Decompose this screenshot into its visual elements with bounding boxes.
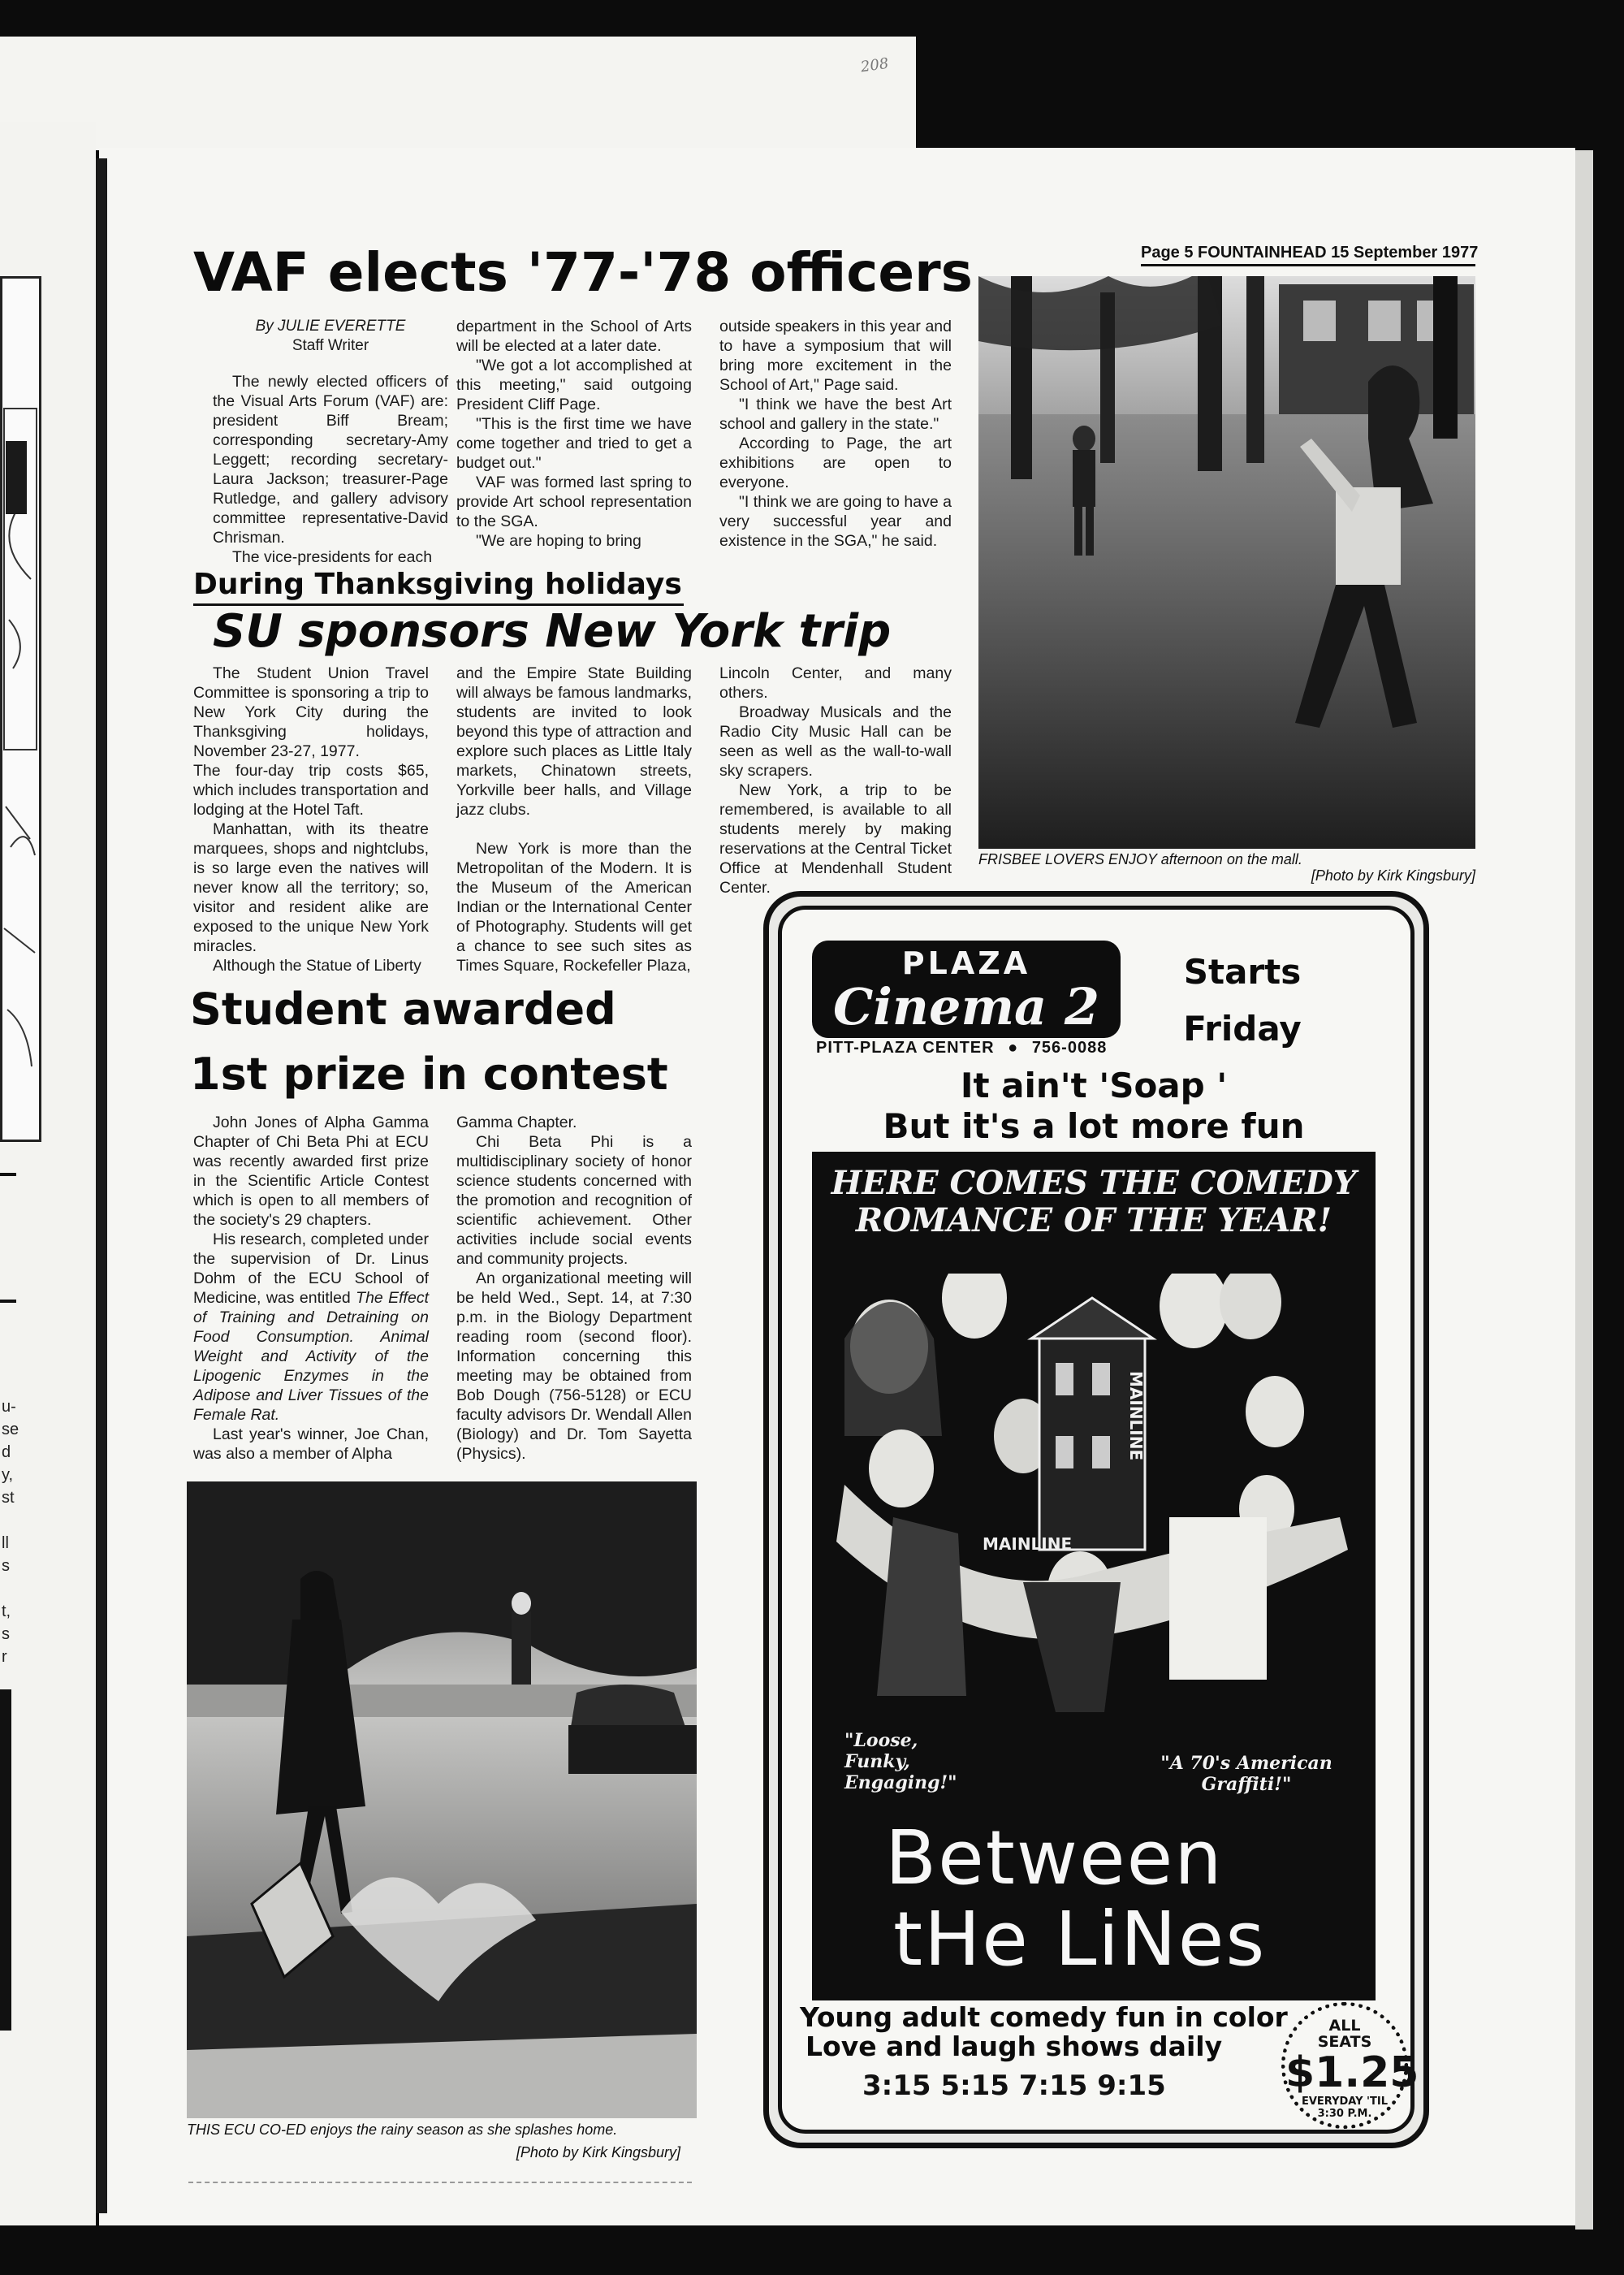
left-page-dark-block [0, 1689, 11, 2031]
ad-soap-line-1: It ain't 'Soap ' [960, 1066, 1228, 1105]
background-sheet [0, 37, 916, 150]
ad-showtimes: 3:15 5:15 7:15 9:15 [862, 2070, 1166, 2102]
movie-title-line-2: tHe LiNes [893, 1896, 1267, 1983]
award-column-2: Gamma Chapter. Chi Beta Phi is a multidisciplinary society of honor science students concerned with the promotion and recognition of scientific achievement. Other activities include social events and community projects. An organizational meeting will be held Wed., Sept. 14, at 7:30 p.m. in the Biology Department reading room (second floor). Information concerning this meeting may be obtained from Bob Dough (756-5128) or ECU faculty advisors Dr. Wendall Allen (Biology) and Dr. Tom Sayetta (Physics). [456, 1114, 692, 1463]
ad-friday: Friday [1183, 1009, 1302, 1049]
rain-caption: THIS ECU CO-ED enjoys the rainy season as she splashes home. [187, 2121, 618, 2138]
vaf-column-2: department in the School of Arts will be elected at a later date. "We got a lot accomplished at this meeting," said outgoing President Cliff Page. "This is the first time we have come together and tried to get a budget out." VAF was formed last spring to provide Art school representation to the SGA. "We are hoping to bring [456, 318, 692, 550]
rain-photo [187, 1481, 697, 2118]
vaf-column-1: By JULIE EVERETTE Staff Writer The newly elected officers of the Visual Arts Forum (VAF) are: president Biff Bream; corresponding secretary-Amy Leggett; recording secretary-Laura Jackson; treasurer-Page Rutledge, and gallery advisory committee representative-David Chrisman. The vice-presidents for each [213, 318, 448, 566]
movie-poster [812, 1152, 1376, 2000]
poster-illustration [812, 1274, 1376, 1712]
cartoon-sketch [2, 279, 39, 1140]
vaf-headline: VAF elects '77-'78 officers [193, 241, 973, 304]
vaf-column-3: outside speakers in this year and to have a symposium that will bring more excitement in the School of Art," Page said. "I think we have the best Art school and gallery in the state." According to Page, the art exhibitions are open to everyone. "I think we are going to have a very successful year and existence in the SGA," he said. [719, 318, 952, 550]
poster-building-sign: MAINLINE [1126, 1371, 1146, 1461]
frisbee-caption: FRISBEE LOVERS ENJOY afternoon on the mall. [978, 851, 1302, 867]
poster-tagline-line-1: HERE COMES THE COMEDY [831, 1164, 1357, 1202]
su-column-1: The Student Union Travel Committee is sponsoring a trip to New York City during the Thanksgiving holidays, November 23-27, 1977. The four-day trip costs $65, which includes transportation and lodging at the Hotel Taft. Manhattan, with its theatre marquees, shops and nightclubs, is so large even the natives will never know all the territory; so, visitor and resident alike are exposed to the unique New York miracles. Although the Statue of Liberty [193, 664, 429, 975]
left-page-text: u- se d y, st ll s t, s r [2, 1398, 19, 1666]
poster-quote-left: "Loose, Funky, Engaging!" [844, 1730, 957, 1793]
su-kicker: During Thanksgiving holidays [193, 566, 684, 606]
page-note: 208 [859, 54, 890, 76]
page-folio: Page 5 FOUNTAINHEAD 15 September 1977 [1141, 244, 1475, 266]
frisbee-credit: [Photo by Kirk Kingsbury] [1311, 867, 1475, 884]
ad-tagline-2: Love and laugh shows daily [806, 2031, 1223, 2062]
movie-title-line-1: Between [885, 1814, 1224, 1901]
cinema-logo: PLAZA Cinema 2 [812, 941, 1121, 1038]
left-page-rule [0, 1173, 16, 1176]
page-bottom-rule [188, 2182, 692, 2188]
award-headline-line-1: Student awarded [190, 984, 616, 1035]
su-column-3: Lincoln Center, and many others. Broadway Musicals and the Radio City Music Hall can be seen as well as the wall-to-wall sky scrapers. New York, a trip to be remembered, is available to all students merely by making reservations at the Central Ticket Office at Mendenhall Student Center. [719, 664, 952, 897]
su-headline: SU sponsors New York trip [213, 605, 892, 658]
cinema-address: PITT-PLAZA CENTER ● 756-0088 [816, 1039, 1108, 1057]
award-headline-line-2: 1st prize in contest [190, 1049, 668, 1100]
page-edge [1575, 150, 1593, 2230]
frisbee-photo [978, 276, 1475, 849]
binding-shadow [96, 158, 107, 2213]
price-badge: ALL SEATS $1.25 EVERYDAY 'TIL 3:30 P.M. [1281, 2002, 1408, 2129]
poster-tagline-line-2: ROMANCE OF THE YEAR! [855, 1201, 1332, 1239]
ad-starts: Starts [1183, 952, 1302, 992]
poster-quote-right: "A 70's American Graffiti!" [1160, 1753, 1332, 1795]
rain-credit: [Photo by Kirk Kingsbury] [516, 2144, 680, 2160]
left-page-cartoon [0, 276, 41, 1142]
ad-soap-line-2: But it's a lot more fun [883, 1106, 1305, 1146]
frisbee-photo-image [978, 276, 1475, 849]
rain-photo-image [187, 1481, 697, 2118]
left-page-rule [0, 1300, 16, 1303]
award-column-1: John Jones of Alpha Gamma Chapter of Chi Beta Phi at ECU was recently awarded first prize in the Scientific Article Contest which is open to all members of the society's 29 chapters. His research, completed under the supervision of Dr. Linus Dohm of the ECU School of Medicine, was entitled The Effect of Training and Detraining on Food Consumption. Animal Weight and Activity of the Lipogenic Enzymes in the Adipose and Liver Tissues of the Female Rat. Last year's winner, Joe Chan, was also a member of Alpha [193, 1114, 429, 1463]
vaf-byline: By JULIE EVERETTE Staff Writer [255, 318, 406, 354]
ad-tagline-1: Young adult comedy fun in color [800, 2001, 1288, 2033]
poster-sign: MAINLINE [983, 1534, 1073, 1554]
su-column-2: and the Empire State Building will always be famous landmarks, students are invited to look beyond this type of attraction and explore such places as Little Italy markets, Chinatown streets, Yorkville beer halls, and Village jazz clubs. New York is more than the Metropolitan of the Modern. It is the Museum of the American Indian or the International Center of Photography. Students will get a chance to see such sites as Times Square, Rockefeller Plaza, [456, 664, 692, 975]
